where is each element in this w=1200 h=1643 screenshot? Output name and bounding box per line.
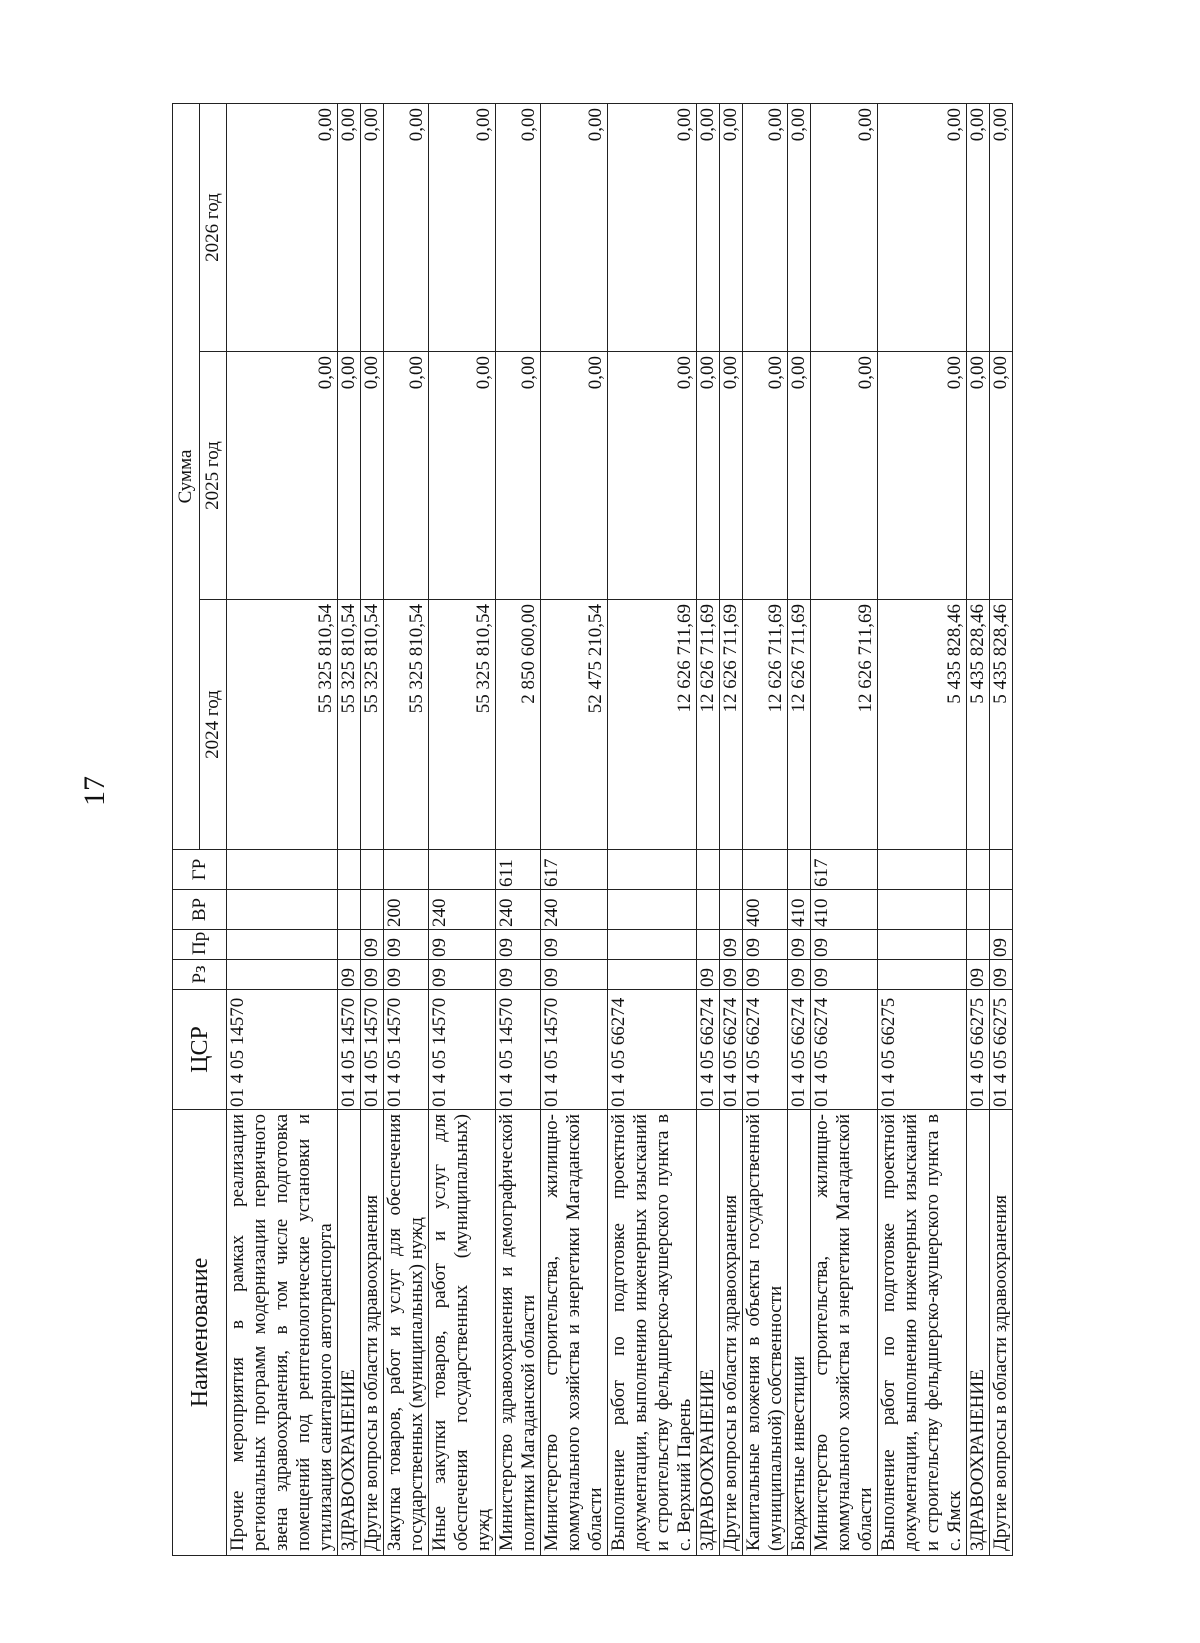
cell-gr: 617 <box>811 850 878 890</box>
cell-csr: 01 4 05 66274 <box>697 990 720 1110</box>
cell-2026: 0,00 <box>878 104 967 352</box>
cell-vr <box>608 890 697 930</box>
table-row <box>811 104 878 1556</box>
cell-name: ЗДРАВООХРАНЕНИЕ <box>338 1110 361 1556</box>
cell-pr <box>608 930 697 960</box>
table-row <box>878 104 967 1556</box>
cell-vr: 240 <box>429 890 496 930</box>
cell-gr <box>361 850 384 890</box>
cell-pr: 09 <box>990 930 1013 960</box>
cell-gr <box>967 850 990 890</box>
cell-gr <box>338 850 361 890</box>
cell-name: ЗДРАВООХРАНЕНИЕ <box>967 1110 990 1556</box>
cell-rz: 09 <box>990 960 1013 990</box>
cell-2024: 5 435 828,46 <box>878 600 967 850</box>
cell-2024: 2 850 600,00 <box>496 600 541 850</box>
cell-2025: 0,00 <box>496 352 541 600</box>
cell-csr: 01 4 05 66275 <box>990 990 1013 1110</box>
cell-pr: 09 <box>541 930 608 960</box>
cell-2024: 12 626 711,69 <box>697 600 720 850</box>
cell-name: Прочие мероприятия в рамках реализации региональных программ модернизации первичного звена здравоохранения, в том числе подготовка помещений под рентгенологические установки и утилизация санитарного автотранспорта <box>227 1110 338 1556</box>
cell-rz: 09 <box>541 960 608 990</box>
cell-2025: 0,00 <box>811 352 878 600</box>
header-vr: ВР <box>173 890 227 930</box>
cell-vr <box>697 890 720 930</box>
cell-rz: 09 <box>697 960 720 990</box>
table-row <box>361 104 384 1556</box>
cell-rz: 09 <box>384 960 429 990</box>
header-gr: ГР <box>173 850 227 890</box>
cell-2024: 55 325 810,54 <box>384 600 429 850</box>
cell-vr: 410 <box>811 890 878 930</box>
cell-2026: 0,00 <box>720 104 743 352</box>
cell-pr <box>697 930 720 960</box>
cell-gr <box>384 850 429 890</box>
cell-name: Другие вопросы в области здравоохранения <box>720 1110 743 1556</box>
cell-csr: 01 4 05 66274 <box>608 990 697 1110</box>
cell-gr <box>429 850 496 890</box>
cell-2024: 5 435 828,46 <box>990 600 1013 850</box>
cell-name: Капитальные вложения в объекты государственной (муниципальной) собственности <box>743 1110 788 1556</box>
table-row <box>338 104 361 1556</box>
cell-2025: 0,00 <box>788 352 811 600</box>
cell-vr: 400 <box>743 890 788 930</box>
cell-vr: 200 <box>384 890 429 930</box>
cell-rz: 09 <box>496 960 541 990</box>
cell-2024: 55 325 810,54 <box>429 600 496 850</box>
header-pr: Пр <box>173 930 227 960</box>
cell-gr: 617 <box>541 850 608 890</box>
cell-name: Другие вопросы в области здравоохранения <box>990 1110 1013 1556</box>
page-number: 17 <box>78 776 111 806</box>
cell-2026: 0,00 <box>608 104 697 352</box>
cell-2025: 0,00 <box>541 352 608 600</box>
cell-gr <box>878 850 967 890</box>
table-row <box>720 104 743 1556</box>
cell-gr <box>720 850 743 890</box>
table-body <box>227 104 1013 1556</box>
cell-pr <box>338 930 361 960</box>
cell-rz: 09 <box>429 960 496 990</box>
cell-gr <box>227 850 338 890</box>
cell-2025: 0,00 <box>967 352 990 600</box>
table-row <box>608 104 697 1556</box>
cell-pr: 09 <box>496 930 541 960</box>
rotated-table-container <box>172 104 1065 1556</box>
header-sum: Сумма <box>173 104 200 850</box>
cell-csr: 01 4 05 14570 <box>384 990 429 1110</box>
header-2024: 2024 год <box>200 600 227 850</box>
header-2025: 2025 год <box>200 352 227 600</box>
cell-name: Министерство строительства, жилищно-коммунального хозяйства и энергетики Магаданской области <box>811 1110 878 1556</box>
cell-2026: 0,00 <box>541 104 608 352</box>
cell-gr <box>697 850 720 890</box>
cell-name: Иные закупки товаров, работ и услуг для обеспечения государственных (муниципальных) нужд <box>429 1110 496 1556</box>
table-row <box>227 104 338 1556</box>
cell-2025: 0,00 <box>338 352 361 600</box>
table-row <box>384 104 429 1556</box>
table-row <box>541 104 608 1556</box>
cell-rz <box>227 960 338 990</box>
cell-csr: 01 4 05 14570 <box>361 990 384 1110</box>
cell-rz: 09 <box>967 960 990 990</box>
cell-2025: 0,00 <box>429 352 496 600</box>
table-row <box>967 104 990 1556</box>
cell-csr: 01 4 05 66275 <box>967 990 990 1110</box>
cell-2024: 12 626 711,69 <box>608 600 697 850</box>
cell-pr: 09 <box>788 930 811 960</box>
cell-2026: 0,00 <box>496 104 541 352</box>
cell-2024: 12 626 711,69 <box>743 600 788 850</box>
cell-vr <box>990 890 1013 930</box>
cell-csr: 01 4 05 14570 <box>429 990 496 1110</box>
header-rz: Рз <box>173 960 227 990</box>
cell-pr: 09 <box>811 930 878 960</box>
cell-2025: 0,00 <box>990 352 1013 600</box>
cell-2026: 0,00 <box>384 104 429 352</box>
cell-2025: 0,00 <box>743 352 788 600</box>
cell-gr <box>788 850 811 890</box>
cell-csr: 01 4 05 14570 <box>496 990 541 1110</box>
cell-vr: 410 <box>788 890 811 930</box>
cell-vr: 240 <box>541 890 608 930</box>
cell-2026: 0,00 <box>429 104 496 352</box>
cell-name: ЗДРАВООХРАНЕНИЕ <box>697 1110 720 1556</box>
cell-gr: 611 <box>496 850 541 890</box>
budget-table <box>172 103 1013 1556</box>
cell-pr <box>878 930 967 960</box>
cell-gr <box>990 850 1013 890</box>
cell-2025: 0,00 <box>227 352 338 600</box>
table-row <box>990 104 1013 1556</box>
cell-2024: 12 626 711,69 <box>720 600 743 850</box>
cell-vr: 240 <box>496 890 541 930</box>
cell-2026: 0,00 <box>967 104 990 352</box>
cell-name: Бюджетные инвестиции <box>788 1110 811 1556</box>
cell-2024: 52 475 210,54 <box>541 600 608 850</box>
cell-2024: 55 325 810,54 <box>227 600 338 850</box>
cell-2025: 0,00 <box>361 352 384 600</box>
cell-rz <box>878 960 967 990</box>
cell-csr: 01 4 05 14570 <box>541 990 608 1110</box>
table-row <box>496 104 541 1556</box>
cell-rz: 09 <box>338 960 361 990</box>
cell-pr <box>227 930 338 960</box>
cell-2024: 55 325 810,54 <box>338 600 361 850</box>
header-2026: 2026 год <box>200 104 227 352</box>
cell-csr: 01 4 05 66274 <box>720 990 743 1110</box>
cell-csr: 01 4 05 66275 <box>878 990 967 1110</box>
header-row-1 <box>173 104 200 1556</box>
cell-gr <box>743 850 788 890</box>
cell-2025: 0,00 <box>720 352 743 600</box>
cell-csr: 01 4 05 66274 <box>788 990 811 1110</box>
cell-name: Министерство строительства, жилищно-коммунального хозяйства и энергетики Магаданской области <box>541 1110 608 1556</box>
cell-pr: 09 <box>743 930 788 960</box>
cell-2026: 0,00 <box>361 104 384 352</box>
cell-gr <box>608 850 697 890</box>
cell-vr <box>227 890 338 930</box>
cell-2024: 5 435 828,46 <box>967 600 990 850</box>
cell-rz: 09 <box>720 960 743 990</box>
cell-2026: 0,00 <box>990 104 1013 352</box>
cell-rz: 09 <box>811 960 878 990</box>
cell-name: Другие вопросы в области здравоохранения <box>361 1110 384 1556</box>
header-name: Наименование <box>173 1110 227 1556</box>
cell-2025: 0,00 <box>384 352 429 600</box>
cell-rz <box>608 960 697 990</box>
cell-2024: 12 626 711,69 <box>811 600 878 850</box>
cell-pr <box>967 930 990 960</box>
cell-vr <box>361 890 384 930</box>
cell-2024: 12 626 711,69 <box>788 600 811 850</box>
cell-name: Закупка товаров, работ и услуг для обеспечения государственных (муниципальных) нужд <box>384 1110 429 1556</box>
cell-csr: 01 4 05 14570 <box>227 990 338 1110</box>
cell-rz: 09 <box>788 960 811 990</box>
cell-2025: 0,00 <box>878 352 967 600</box>
cell-2026: 0,00 <box>697 104 720 352</box>
cell-pr: 09 <box>361 930 384 960</box>
cell-name: Выполнение работ по подготовке проектной документации, выполнению инженерных изысканий и строительству фельдшерско-акушерского пункта в с. Верхний Парень <box>608 1110 697 1556</box>
cell-2024: 55 325 810,54 <box>361 600 384 850</box>
cell-vr <box>878 890 967 930</box>
cell-csr: 01 4 05 14570 <box>338 990 361 1110</box>
cell-2026: 0,00 <box>227 104 338 352</box>
cell-vr <box>720 890 743 930</box>
table-row <box>697 104 720 1556</box>
cell-pr: 09 <box>720 930 743 960</box>
cell-rz: 09 <box>743 960 788 990</box>
cell-csr: 01 4 05 66274 <box>743 990 788 1110</box>
cell-pr: 09 <box>384 930 429 960</box>
cell-vr <box>967 890 990 930</box>
cell-2025: 0,00 <box>608 352 697 600</box>
cell-vr <box>338 890 361 930</box>
cell-2026: 0,00 <box>811 104 878 352</box>
cell-name: Выполнение работ по подготовке проектной документации, выполнению инженерных изысканий и строительству фельдшерско-акушерского пункта в с. Ямск <box>878 1110 967 1556</box>
cell-2026: 0,00 <box>743 104 788 352</box>
cell-2025: 0,00 <box>697 352 720 600</box>
table-row <box>788 104 811 1556</box>
cell-2026: 0,00 <box>788 104 811 352</box>
cell-pr: 09 <box>429 930 496 960</box>
cell-2026: 0,00 <box>338 104 361 352</box>
cell-rz: 09 <box>361 960 384 990</box>
table-row <box>429 104 496 1556</box>
cell-name: Министерство здравоохранения и демографической политики Магаданской области <box>496 1110 541 1556</box>
header-csr: ЦСР <box>173 990 227 1110</box>
cell-csr: 01 4 05 66274 <box>811 990 878 1110</box>
table-row <box>743 104 788 1556</box>
